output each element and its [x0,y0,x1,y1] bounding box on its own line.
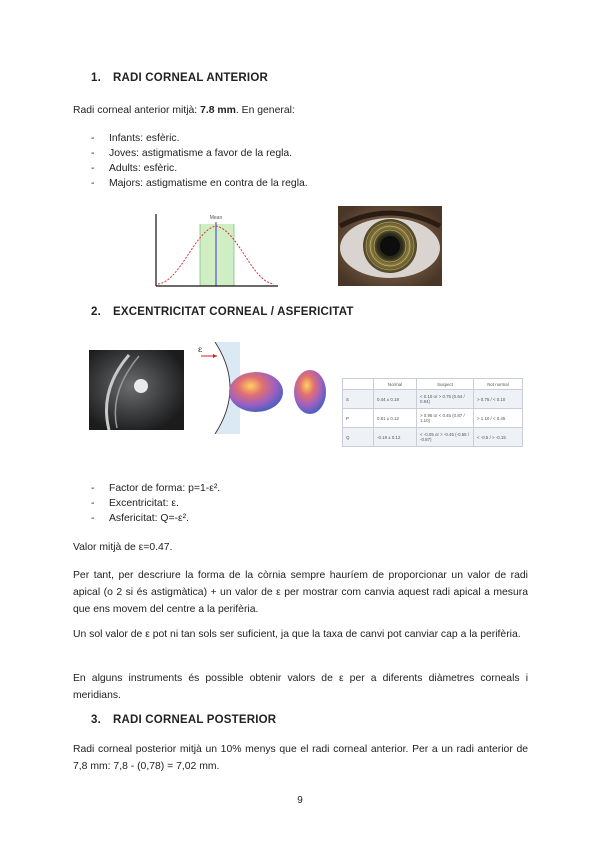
section2-title: EXCENTRICITAT CORNEAL / ASFERICITAT [113,306,354,318]
section3-p1: Radi corneal posterior mitjà un 10% menys que el radi corneal anterior. Per a un radi anterior de 7,8 mm: 7,8 - (0,78) = 7,02 mm. [73,744,528,772]
table-cell: 0.81 ± 0.12 [374,409,417,428]
list-item: - Joves: astigmatisme a favor de la regla. [91,146,308,161]
section2-p3: Un sol valor de ε pot ni tan sols ser suficient, ja que la taxa de canvi pot canviar cap a la perifèria. [73,629,521,640]
eye-keratoscope-photo [338,206,442,286]
section1-heading [91,72,268,84]
table-cell: < 0.10 or > 0.75 (0.64 / 0.94) [417,390,474,409]
epsilon-label: ε [198,345,203,354]
table-cell: Q [343,428,374,447]
table-header [343,379,374,390]
section2-p4: En alguns instruments és possible obtenir valors de ε per a diferents diàmetres corneals i meridians. [73,673,528,701]
table-cell: < -0.5 / > -0.15 [474,428,523,447]
table-cell: > 0.75 / < 0.10 [474,390,523,409]
table-header: Not normal [474,379,523,390]
list-item: - Excentricitat: ε. [91,496,220,511]
section3-heading [91,714,276,726]
list-item: - Factor de forma: p=1-ε². [91,481,220,496]
table-cell: S [343,390,374,409]
table-cell: > 0.95 or < 0.45 (0.87 / 1.10) [417,409,474,428]
section3-number: 3. [91,714,101,726]
cornea-slit-photo [89,350,184,430]
section2-list [91,481,220,526]
page-number: 9 [297,795,303,806]
list-item: - Infants: esfèric. [91,131,308,146]
table-row [343,428,523,447]
prolate-ellipsoid [294,370,326,414]
table-cell: P [343,409,374,428]
section2-p2: Per tant, per descriure la forma de la còrnia sempre hauríem de proporcionar un valor de radi apical (o 2 si és astigmàtica) + un valor de ε per mostrar com canvia aquest radi apical a mesura que ens movem del centre a la perifèria. [73,570,528,615]
table-cell: > 1.10 / < 0.45 [474,409,523,428]
section1-list [91,131,308,191]
table-header: Normal [374,379,417,390]
intro-value: 7.8 mm [200,105,236,116]
section3-title: RADI CORNEAL POSTERIOR [113,714,277,726]
intro-suffix: . En general: [235,105,295,116]
section2-number: 2. [91,306,101,318]
list-item: - Asfericitat: Q=-ε². [91,511,220,526]
intro-prefix: Radi corneal anterior mitjà: [73,105,201,116]
table-row [343,390,523,409]
list-item: - Adults: esfèric. [91,161,308,176]
section1-title: RADI CORNEAL ANTERIOR [113,72,268,84]
table-header: Suspect [417,379,474,390]
mean-label: Mean [209,215,223,221]
ellipsoid-renderings [228,368,338,416]
section2-heading [91,306,354,318]
normal-distribution-figure [150,210,280,290]
list-item: - Majors: astigmatisme en contra de la regla. [91,176,308,191]
table-row [343,409,523,428]
eccentricity-table-wrapper [342,378,523,447]
section1-intro [73,102,295,119]
section1-number: 1. [91,72,101,84]
table-cell: -0.19 ± 0.12 [374,428,417,447]
section2-p1: Valor mitjà de ε=0.47. [73,542,173,553]
table-cell: 0.44 ± 0.18 [374,390,417,409]
oblate-ellipsoid [229,372,283,412]
eccentricity-table [342,378,523,447]
table-cell: < -0.05 or > -0.45 (-0.55 / -0.87) [417,428,474,447]
